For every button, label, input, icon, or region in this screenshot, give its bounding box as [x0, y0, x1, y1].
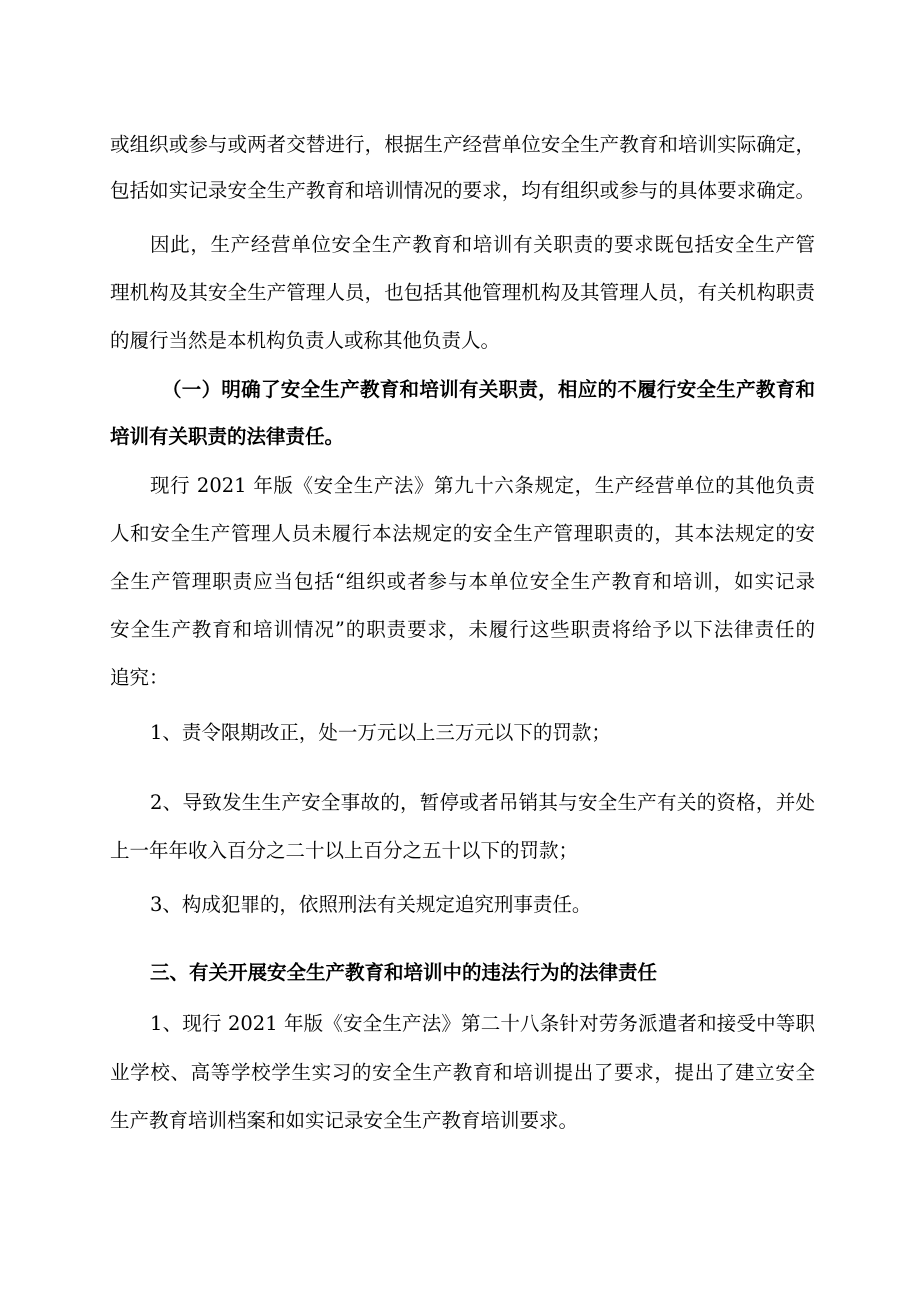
paragraph-3-line-2: 人和安全生产管理人员未履行本法规定的安全生产管理职责的，其本法规定的安: [110, 522, 815, 545]
paragraph-3-line-5: 追究：: [110, 666, 169, 689]
list-item-3: 3、构成犯罪的，依照刑法有关规定追究刑事责任。: [150, 893, 592, 916]
section-heading-1-line-2: 培训有关职责的法律责任。: [110, 425, 345, 448]
paragraph-1-line-2: 包括如实记录安全生产教育和培训情况的要求，均有组织或参与的具体要求确定。: [110, 179, 815, 202]
paragraph-4-line-3: 生产教育培训档案和如实记录安全生产教育培训要求。: [110, 1109, 579, 1132]
section-heading-1-line-1: （一）明确了安全生产教育和培训有关职责，相应的不履行安全生产教育和: [162, 378, 815, 401]
paragraph-3-line-4: 安全生产教育和培训情况”的职责要求，未履行这些职责将给予以下法律责任的: [110, 618, 815, 641]
paragraph-2-line-1: 因此，生产经营单位安全生产教育和培训有关职责的要求既包括安全生产管: [150, 233, 815, 256]
list-item-2-line-2: 上一年年收入百分之二十以上百分之五十以下的罚款；: [110, 839, 579, 862]
list-item-2-line-1: 2、导致发生生产安全事故的，暂停或者吊销其与安全生产有关的资格，并处: [150, 791, 815, 814]
paragraph-3-line-1: 现行 2021 年版《安全生产法》第九十六条规定，生产经营单位的其他负责: [150, 474, 815, 497]
paragraph-3-line-3: 全生产管理职责应当包括“组织或者参与本单位安全生产教育和培训，如实记录: [110, 570, 815, 593]
paragraph-2-line-3: 的履行当然是本机构负责人或称其他负责人。: [110, 329, 501, 352]
paragraph-1-line-1: 或组织或参与或两者交替进行，根据生产经营单位安全生产教育和培训实际确定，: [110, 133, 815, 156]
list-item-1: 1、责令限期改正，处一万元以上三万元以下的罚款；: [150, 721, 611, 744]
paragraph-4-line-2: 业学校、高等学校学生实习的安全生产教育和培训提出了要求，提出了建立安全: [110, 1061, 815, 1084]
section-heading-2: 三、有关开展安全生产教育和培训中的违法行为的法律责任: [150, 961, 658, 984]
paragraph-4-line-1: 1、现行 2021 年版《安全生产法》第二十八条针对劳务派遣者和接受中等职: [150, 1012, 815, 1035]
paragraph-2-line-2: 理机构及其安全生产管理人员，也包括其他管理机构及其管理人员，有关机构职责: [110, 281, 815, 304]
